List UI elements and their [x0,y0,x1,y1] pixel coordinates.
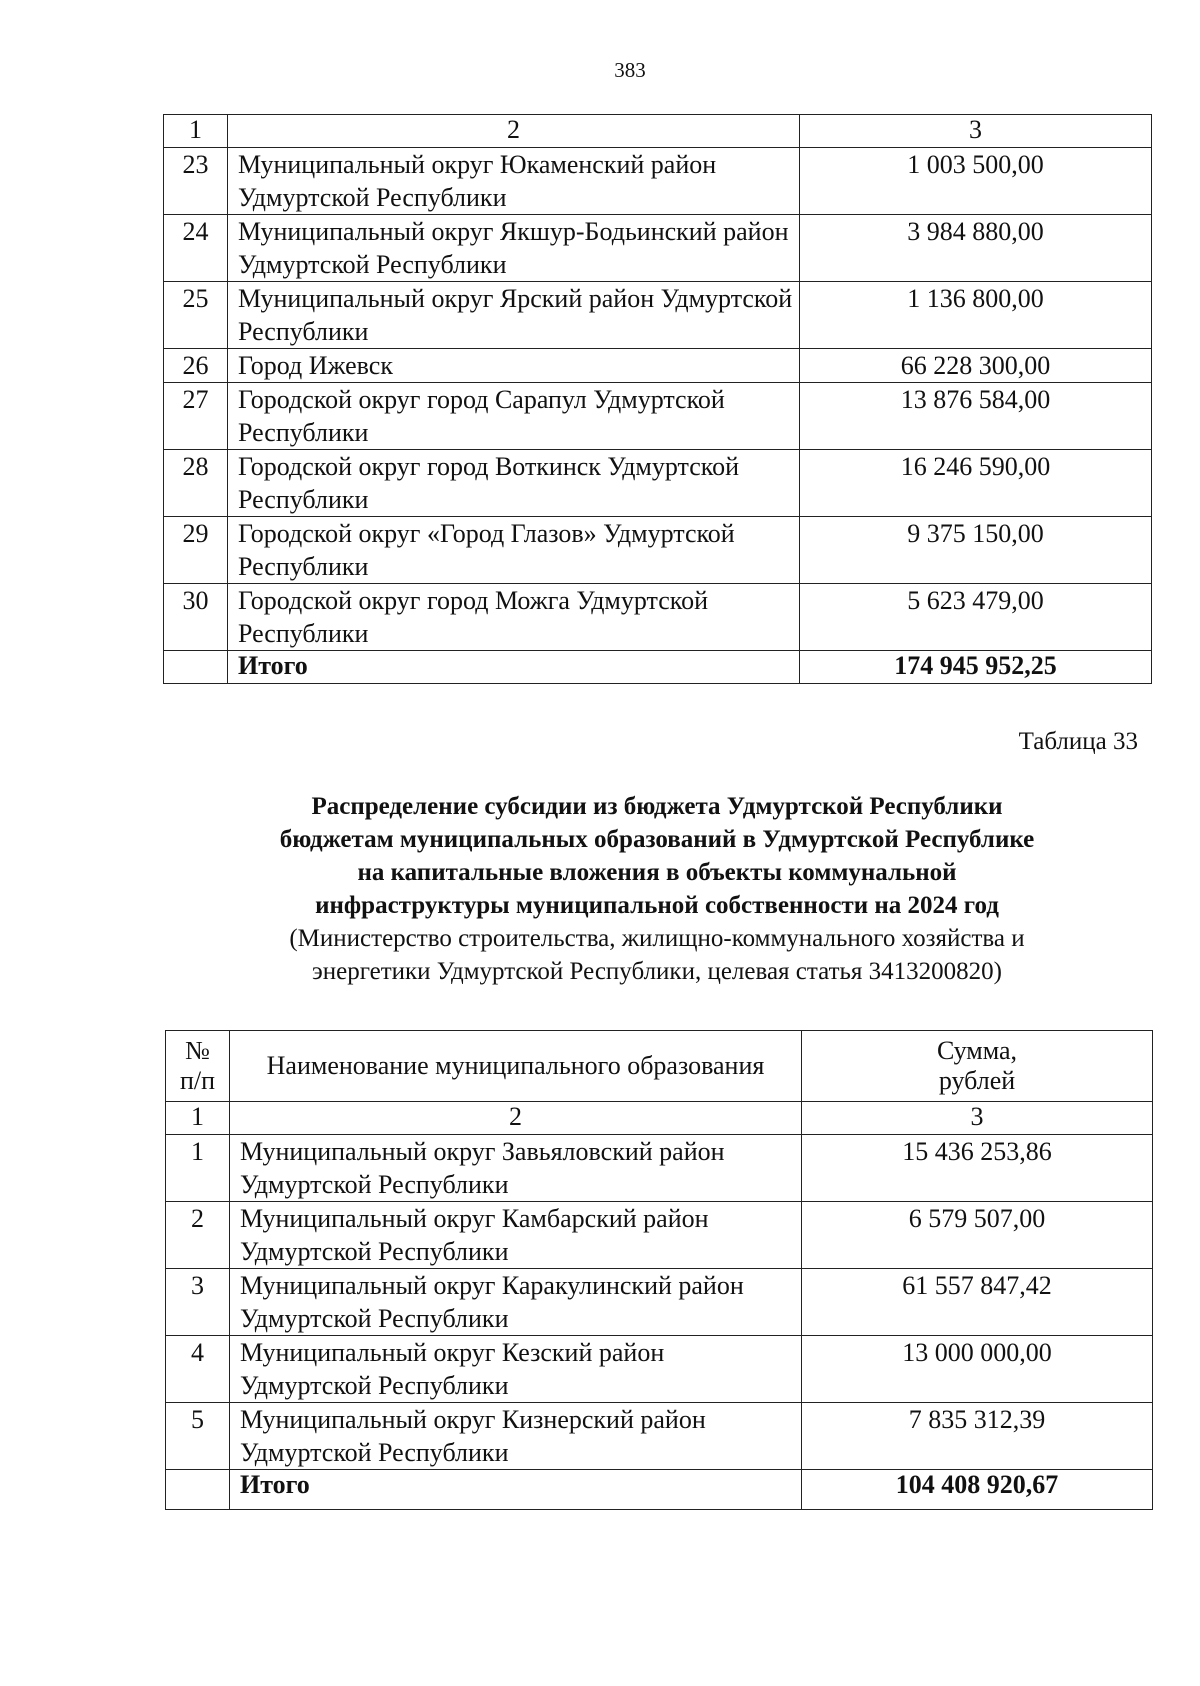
subsidy-amount: 3 984 880,00 [800,215,1152,282]
table-subtitle-line: энергетики Удмуртской Республики, целевая статья 3413200820) [311,958,1002,985]
header-number [166,1031,230,1102]
column-number: 1 [166,1102,230,1135]
municipality-name: Муниципальный округ Кезский район Удмуртской Республики [230,1336,802,1403]
table-caption: Таблица 33 [1018,728,1138,755]
row-number: 27 [164,383,228,450]
header-sum [802,1031,1153,1102]
total-empty-cell [164,651,228,684]
table-title-line: инфраструктуры муниципальной собственности на 2024 год [315,892,999,919]
municipality-name: Муниципальный округ Завьяловский район Удмуртской Республики [230,1135,802,1202]
table-33-head [166,1031,1153,1102]
municipality-name: Муниципальный округ Каракулинский район Удмуртской Республики [230,1269,802,1336]
municipality-name: Город Ижевск [228,349,800,383]
table-row [166,1269,1153,1336]
total-label: Итого [230,1470,802,1510]
subsidy-amount: 16 246 590,00 [800,450,1152,517]
table-row [164,349,1152,383]
row-number: 1 [166,1135,230,1202]
column-number-row [164,115,1152,148]
row-number: 4 [166,1336,230,1403]
subsidy-amount: 1 003 500,00 [800,148,1152,215]
row-number: 24 [164,215,228,282]
municipality-name: Городской округ «Город Глазов» Удмуртской Республики [228,517,800,584]
header-sum-line1: Сумма, [936,1036,1018,1065]
header-number-line1: № [185,1036,210,1065]
column-number: 1 [164,115,228,148]
column-number: 3 [800,115,1152,148]
row-number: 26 [164,349,228,383]
subsidy-amount: 15 436 253,86 [802,1135,1153,1202]
subsidy-amount: 66 228 300,00 [800,349,1152,383]
subsidy-amount: 1 136 800,00 [800,282,1152,349]
municipality-name: Городской округ город Сарапул Удмуртской Республики [228,383,800,450]
table-row [166,1135,1153,1202]
total-amount: 104 408 920,67 [802,1470,1153,1510]
subsidy-amount: 7 835 312,39 [802,1403,1153,1470]
column-number-row [166,1102,1153,1135]
row-number: 23 [164,148,228,215]
total-empty-cell [166,1470,230,1510]
municipality-name: Муниципальный округ Якшур-Бодьинский район Удмуртской Республики [228,215,800,282]
subsidy-amount: 5 623 479,00 [800,584,1152,651]
row-number: 30 [164,584,228,651]
table-row [164,215,1152,282]
subsidy-amount: 61 557 847,42 [802,1269,1153,1336]
total-row [164,651,1152,684]
subsidy-amount: 6 579 507,00 [802,1202,1153,1269]
row-number: 5 [166,1403,230,1470]
table-row [164,450,1152,517]
continued-table-body [164,115,1152,684]
column-number: 3 [802,1102,1153,1135]
table-row [164,517,1152,584]
row-number: 3 [166,1269,230,1336]
table-33-body [166,1102,1153,1510]
table-row [164,584,1152,651]
table-row [166,1403,1153,1470]
column-number: 2 [230,1102,802,1135]
table-33 [165,1030,1153,1510]
table-row [166,1336,1153,1403]
table-row [164,282,1152,349]
table-subtitle-line: (Министерство строительства, жилищно-коммунального хозяйства и [289,925,1025,952]
table-title-block [163,790,1151,988]
table-title-line: бюджетам муниципальных образований в Удмуртской Республике [279,826,1035,853]
total-row [166,1470,1153,1510]
continued-table [163,114,1152,684]
table-row [166,1202,1153,1269]
table-title-line: на капитальные вложения в объекты коммунальной [357,859,957,886]
column-number: 2 [228,115,800,148]
municipality-name: Муниципальный округ Кизнерский район Удмуртской Республики [230,1403,802,1470]
table-title-line: Распределение субсидии из бюджета Удмуртской Республики [311,793,1003,820]
subsidy-amount: 9 375 150,00 [800,517,1152,584]
total-amount: 174 945 952,25 [800,651,1152,684]
total-label: Итого [228,651,800,684]
municipality-name: Муниципальный округ Ярский район Удмуртской Республики [228,282,800,349]
municipality-name: Городской округ город Можга Удмуртской Республики [228,584,800,651]
row-number: 28 [164,450,228,517]
municipality-name: Городской округ город Воткинск Удмуртской Республики [228,450,800,517]
header-row [166,1031,1153,1102]
table-row [164,383,1152,450]
subsidy-amount: 13 876 584,00 [800,383,1152,450]
header-name: Наименование муниципального образования [230,1031,802,1102]
table-row [164,148,1152,215]
header-number-line2: п/п [179,1066,216,1095]
row-number: 2 [166,1202,230,1269]
municipality-name: Муниципальный округ Юкаменский район Удмуртской Республики [228,148,800,215]
header-sum-line2: рублей [938,1066,1016,1095]
row-number: 25 [164,282,228,349]
row-number: 29 [164,517,228,584]
page-number: 383 [614,58,646,82]
municipality-name: Муниципальный округ Камбарский район Удмуртской Республики [230,1202,802,1269]
subsidy-amount: 13 000 000,00 [802,1336,1153,1403]
